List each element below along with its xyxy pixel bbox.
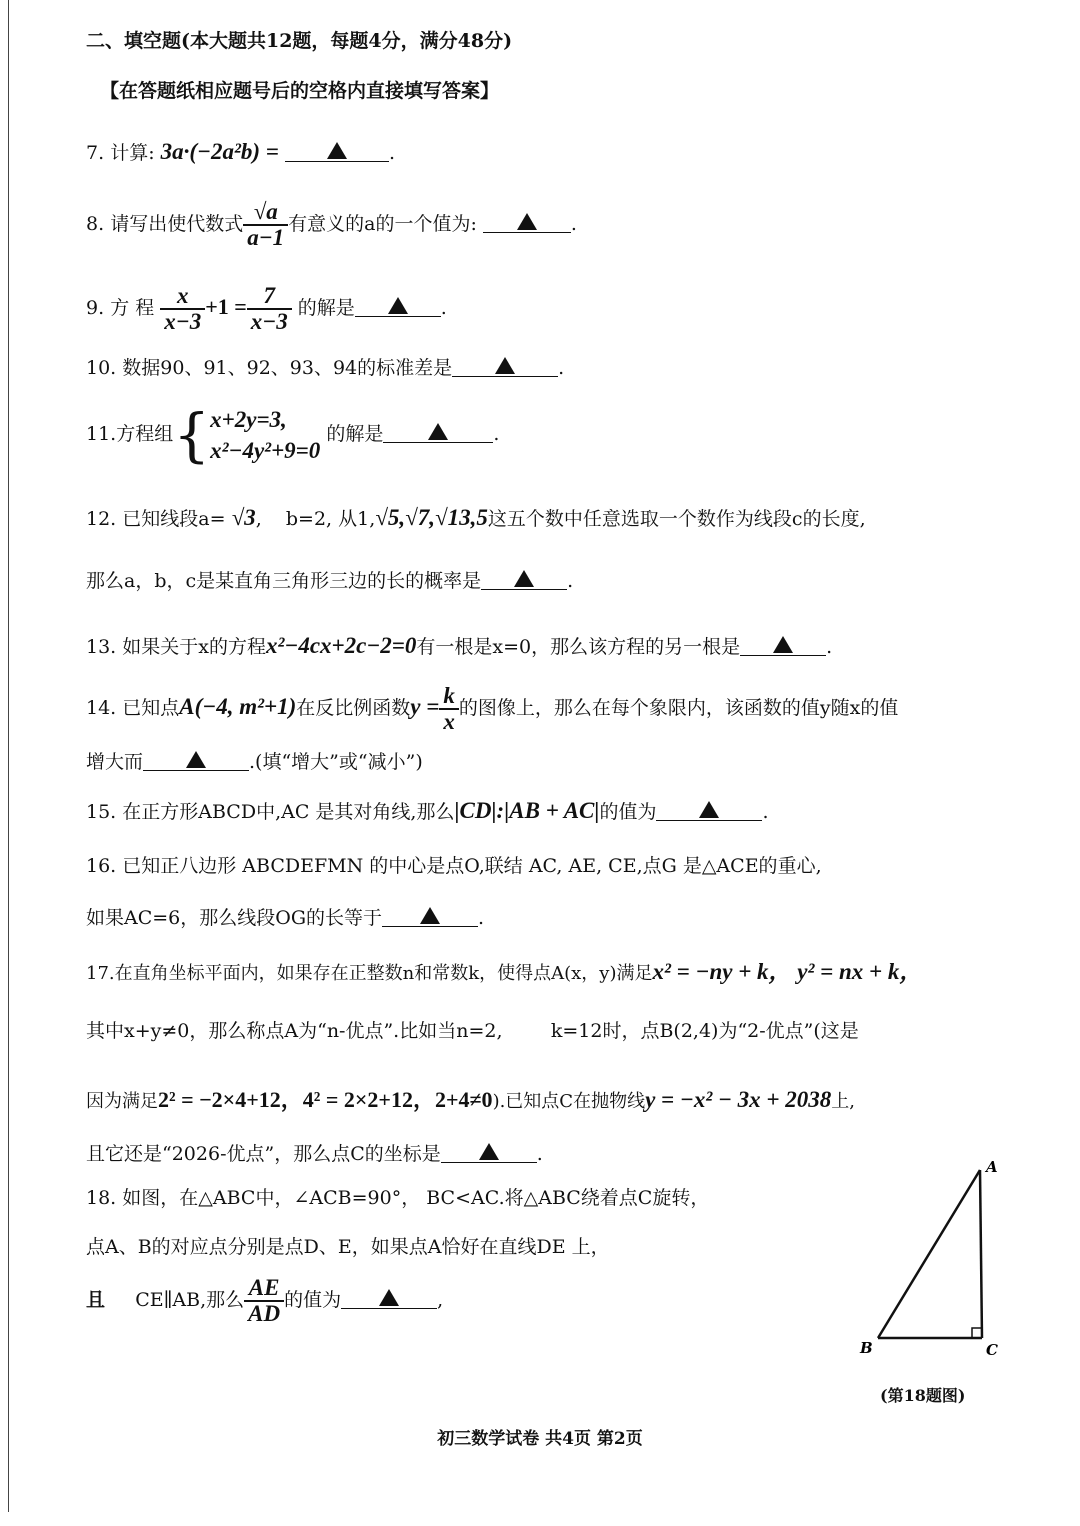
label-b: B (860, 1339, 873, 1357)
instruction: 【在答题纸相应题号后的空格内直接填写答案】 (100, 80, 500, 102)
q14-fraction: $\frac{k}{x}$ (439, 684, 459, 734)
triangle-marker-icon (495, 357, 515, 374)
question-14: 14. 已知点A(−4, m²+1)在反比例函数y = $\frac{k}{x}$ 的图像上，那么在每个象限内，该函数的值y随x的值 (86, 683, 899, 735)
q15-vector-expression: |CD|:|AB + AC| (454, 798, 600, 823)
triangle-marker-icon (388, 297, 408, 314)
q8-fraction: $\frac{√a}{a-1}$ (243, 200, 288, 250)
question-9: 9. 方 程 $\frac{x}{x-3}$ +1 = $\frac{7}{x-3}$ 的解是 . (86, 283, 447, 335)
triangle-marker-icon (420, 907, 440, 924)
q9-fraction-2: $\frac{7}{x-3}$ (247, 284, 292, 334)
question-8: 8. 请写出使代数式 $\frac{√a}{a-1}$ 有意义的a的一个值为: . (86, 199, 577, 251)
side-ac (980, 1170, 982, 1338)
question-16-line-2: 如果AC=6，那么线段OG的长等于 . (86, 904, 484, 930)
page-border (8, 0, 9, 1512)
question-11: 11.方程组{ x+2y=3, x²−4y²+9=0 的解是 . (86, 401, 500, 470)
answer-blank-7[interactable] (285, 139, 389, 162)
triangle-marker-icon (379, 1289, 399, 1306)
triangle-marker-icon (327, 142, 347, 159)
answer-blank-16[interactable] (382, 904, 478, 927)
question-10: 10. 数据90、91、92、93、94的标准差是 . (86, 354, 564, 380)
answer-blank-8[interactable] (483, 210, 571, 233)
triangle-marker-icon (773, 636, 793, 653)
question-17-line-3: 因为满足2² = −2×4+12，4² = 2×2+12，2+4≠0).已知点C在抛物线y = −x² − 3x + 2038上, (86, 1087, 856, 1112)
question-17: 17.在直角坐标平面内，如果存在正整数n和常数k，使得点A(x，y)满足x² = −ny + k， y² = nx + k， (86, 959, 923, 984)
answer-blank-15[interactable] (656, 798, 762, 821)
question-17-line-2: 其中x+y≠0，那么称点A为“n-优点”.比如当n=2, k=12时，点B(2,4)为“2-优点”(这是 (86, 1020, 859, 1042)
question-14-line-2: 增大而 .(填“增大”或“减小”) (86, 748, 423, 774)
answer-blank-14[interactable] (143, 748, 249, 771)
question-18-line-2: 点A、B的对应点分别是点D、E，如果点A恰好在直线DE 上， (86, 1236, 610, 1258)
q9-fraction-1: $\frac{x}{x-3}$ (160, 284, 205, 334)
question-17-line-4: 且它还是“2026-优点”，那么点C的坐标是 . (86, 1140, 543, 1166)
answer-blank-10[interactable] (452, 354, 558, 377)
answer-blank-18[interactable] (341, 1286, 437, 1309)
triangle-figure (850, 1150, 1020, 1360)
answer-blank-11[interactable] (383, 420, 493, 443)
question-12-line-2: 那么a，b，c是某直角三角形三边的长的概率是 . (86, 567, 573, 593)
brace-icon: { (173, 401, 211, 470)
label-c: C (986, 1341, 998, 1359)
question-18-line-3: 且 CE∥AB,那么 $\frac{AE}{AD}$ 的值为 , (86, 1275, 444, 1327)
triangle-marker-icon (479, 1143, 499, 1160)
answer-blank-12[interactable] (481, 567, 567, 590)
question-15: 15. 在正方形ABCD中,AC 是其对角线,那么|CD|:|AB + AC|的值为 . (86, 798, 769, 823)
q11-system: x+2y=3, x²−4y²+9=0 (210, 407, 321, 464)
triangle-marker-icon (514, 570, 534, 587)
q7-expression: 3a·(−2a²b) = (160, 139, 279, 164)
triangle-marker-icon (699, 801, 719, 818)
section-title: 二、填空题(本大题共12题，每题4分，满分48分) (86, 30, 513, 52)
answer-blank-13[interactable] (740, 633, 826, 656)
question-7: 7. 计算: 3a·(−2a²b) = . (86, 139, 395, 164)
label-a: A (986, 1158, 998, 1176)
answer-blank-9[interactable] (355, 294, 441, 317)
triangle-marker-icon (428, 423, 448, 440)
question-16: 16. 已知正八边形 ABCDEFMN 的中心是点O,联结 AC, AE, CE,点G 是△ACE的重心, (86, 855, 822, 877)
question-18: 18. 如图，在△ABC中，∠ACB=90°， BC<AC.将△ABC绕着点C旋转， (86, 1187, 710, 1209)
q18-fraction: $\frac{AE}{AD}$ (244, 1276, 284, 1326)
side-ab (878, 1170, 980, 1338)
question-13: 13. 如果关于x的方程x²−4cx+2c−2=0有一根是x=0，那么该方程的另一根是 . (86, 633, 833, 658)
figure-caption: (第18题图) (880, 1386, 966, 1405)
answer-blank-17[interactable] (441, 1140, 537, 1163)
page-footer: 初三数学试卷 共4页 第2页 (437, 1429, 643, 1449)
question-12: 12. 已知线段a= √3, b=2, 从1,√5,√7,√13,5这五个数中任意选取一个数作为线段c的长度, (86, 505, 866, 530)
right-angle-mark (972, 1328, 982, 1338)
triangle-marker-icon (517, 213, 537, 230)
triangle-marker-icon (186, 751, 206, 768)
